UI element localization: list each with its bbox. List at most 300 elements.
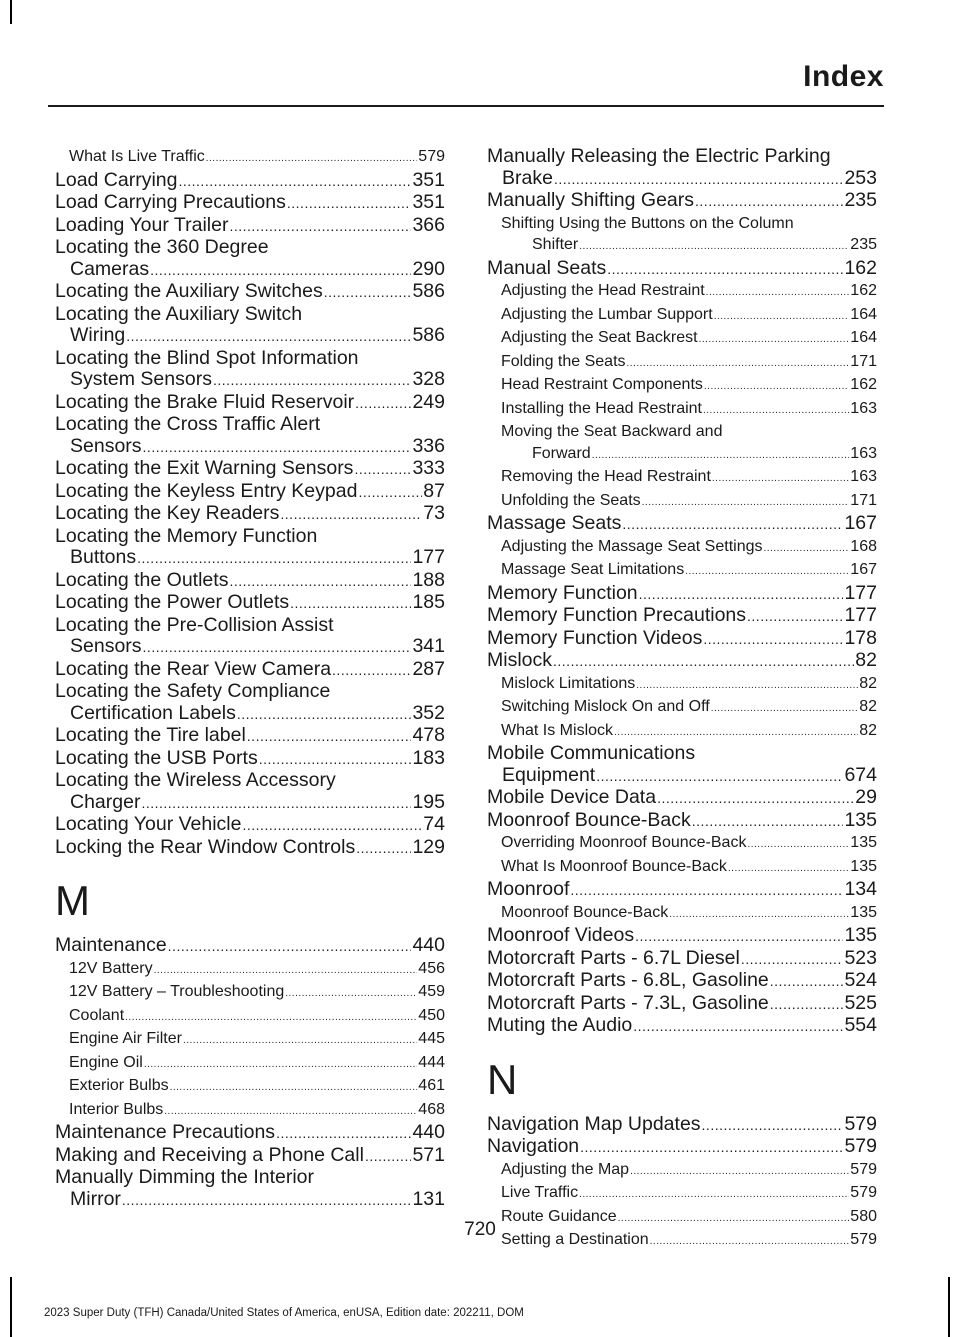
dot-leader <box>747 605 843 628</box>
index-entry <box>487 970 877 993</box>
dot-leader <box>358 481 422 504</box>
page-reference: 352 <box>412 701 445 724</box>
entry-title: Locating Your Vehicle <box>55 813 242 835</box>
entry-title: Locating the Pre-Collision Assist <box>55 613 334 636</box>
dot-leader <box>622 513 843 536</box>
entry-title: Massage Seats <box>487 512 622 534</box>
dot-leader <box>237 703 412 726</box>
page-reference: 188 <box>412 568 445 591</box>
entry-title: Locating the Brake Fluid Reservoir <box>55 390 355 413</box>
page-reference: 162 <box>850 376 877 393</box>
index-entry <box>487 1114 877 1137</box>
page-reference: 74 <box>423 813 445 835</box>
entry-title: Load Carrying Precautions <box>55 191 286 213</box>
entry-title: Locating the Auxiliary Switches <box>55 280 323 302</box>
index-subentry <box>487 559 877 583</box>
index-entry <box>55 1145 445 1168</box>
page-reference: 129 <box>412 835 445 858</box>
dot-leader <box>579 1182 849 1206</box>
entry-title: Adjusting the Head Restraint <box>501 282 705 299</box>
entry-title: Memory Function Precautions <box>487 604 747 626</box>
index-entry <box>55 192 445 215</box>
entry-title: Engine Air Filter <box>69 1030 182 1047</box>
entry-title: Mobile Device Data <box>487 786 657 808</box>
entry-title: Engine Oil <box>69 1053 143 1071</box>
dot-leader <box>137 547 411 570</box>
index-entry <box>487 879 877 902</box>
page-reference: 163 <box>850 468 877 485</box>
dot-leader <box>229 570 411 593</box>
page-reference: 163 <box>850 399 877 417</box>
index-entry <box>55 770 445 814</box>
index-subentry <box>487 832 877 856</box>
entry-title: Mislock Limitations <box>501 674 636 692</box>
page-reference: 351 <box>412 168 445 191</box>
entry-title: Moonroof Bounce-Back <box>501 903 669 921</box>
dot-leader <box>711 696 859 720</box>
dot-leader <box>287 192 412 215</box>
entry-title: Navigation Map Updates <box>487 1112 701 1135</box>
entry-title: Locating the 360 Degree <box>55 236 269 258</box>
index-column-right <box>487 146 877 1253</box>
entry-title: Massage Seat Limitations <box>501 561 685 578</box>
entry-title-continued: Forward <box>532 444 591 462</box>
page-reference: 135 <box>844 924 877 946</box>
dot-leader <box>365 1145 412 1168</box>
index-entry <box>487 190 877 213</box>
index-entry <box>487 650 877 673</box>
entry-title: Live Traffic <box>501 1184 579 1201</box>
page-reference: 579 <box>850 1160 877 1178</box>
entry-title: Folding the Seats <box>501 352 626 370</box>
index-entry <box>55 935 445 958</box>
page-reference: 253 <box>844 166 877 189</box>
index-subentry <box>487 466 877 490</box>
dot-leader <box>703 628 843 651</box>
page-reference: 171 <box>850 352 877 370</box>
page-reference: 87 <box>423 479 445 502</box>
index-entry <box>487 605 877 628</box>
index-entry <box>55 392 445 415</box>
entry-title: Locating the Blind Spot Information <box>55 346 359 369</box>
index-entry <box>55 814 445 837</box>
page-reference: 162 <box>844 256 877 279</box>
index-subentry <box>55 958 445 982</box>
entry-title: Locating the Outlets <box>55 568 229 591</box>
entry-title: Head Restraint Components <box>501 376 703 393</box>
dot-leader <box>669 902 849 926</box>
page-reference: 134 <box>844 878 877 900</box>
page-reference: 554 <box>844 1014 877 1036</box>
entry-title: Adjusting the Seat Backrest <box>501 329 698 346</box>
index-entry <box>55 237 445 281</box>
entry-title-continued: Sensors <box>70 434 142 457</box>
entry-title-continued: Charger <box>70 790 141 813</box>
edition-footer: 2023 Super Duty (TFH) Canada/United States of America, enUSA, Edition date: 202211, DOM <box>44 1307 524 1319</box>
page-reference: 29 <box>855 786 877 808</box>
index-entry <box>487 993 877 1016</box>
page-reference: 468 <box>418 1100 445 1118</box>
dot-leader <box>356 837 411 860</box>
page-reference: 341 <box>412 635 445 657</box>
index-subentry <box>487 280 877 304</box>
page-reference: 168 <box>850 537 877 555</box>
index-subentry <box>55 981 445 1005</box>
page-reference: 131 <box>412 1187 445 1210</box>
entry-title-continued: Mirror <box>70 1187 121 1210</box>
entry-title: Moonroof Videos <box>487 924 635 946</box>
entry-title: Removing the Head Restraint <box>501 468 711 485</box>
index-entry <box>55 170 445 193</box>
dot-leader <box>355 392 411 415</box>
entry-title: Motorcraft Parts - 7.3L, Gasoline <box>487 991 769 1014</box>
index-entry <box>55 615 445 659</box>
entry-title: What Is Moonroof Bounce-Back <box>501 857 727 875</box>
index-entry <box>487 513 877 536</box>
dot-leader <box>580 1136 843 1159</box>
dot-leader <box>712 466 849 490</box>
page-reference: 328 <box>412 368 445 390</box>
index-subentry <box>487 696 877 720</box>
dot-leader <box>747 832 849 856</box>
index-subentry <box>487 398 877 422</box>
index-subentry <box>55 146 445 170</box>
entry-title: Mislock <box>487 649 553 671</box>
page-reference: 351 <box>412 191 445 213</box>
page-reference: 163 <box>850 444 877 462</box>
entry-title: Moonroof <box>487 878 570 900</box>
page-reference: 366 <box>412 213 445 236</box>
dot-leader <box>183 1028 417 1052</box>
page-reference: 579 <box>844 1112 877 1135</box>
entry-title: Adjusting the Map <box>501 1160 630 1178</box>
page-reference: 167 <box>844 512 877 534</box>
index-entry <box>487 1136 877 1159</box>
index-entry <box>487 628 877 651</box>
entry-title: Navigation <box>487 1135 580 1157</box>
entry-title-continued: Equipment <box>502 763 596 786</box>
dot-leader <box>154 958 418 982</box>
page-reference: 185 <box>412 591 445 613</box>
index-subentry <box>55 1028 445 1052</box>
entry-title: Maintenance Precautions <box>55 1121 276 1143</box>
page-reference: 135 <box>850 834 877 851</box>
entry-title: Making and Receiving a Phone Call <box>55 1143 364 1166</box>
page-reference: 177 <box>412 546 445 568</box>
dot-leader <box>554 168 844 191</box>
entry-title: Overriding Moonroof Bounce-Back <box>501 834 747 851</box>
dot-leader <box>741 948 844 971</box>
entry-title-continued: Brake <box>502 166 553 189</box>
page-reference: 586 <box>412 324 445 346</box>
index-subentry <box>487 720 877 744</box>
dot-leader <box>141 792 411 815</box>
page-reference: 249 <box>412 390 445 413</box>
index-subentry <box>487 856 877 880</box>
page-reference: 571 <box>412 1143 445 1166</box>
page-reference: 586 <box>412 280 445 302</box>
dot-leader <box>553 650 854 673</box>
entry-title: Motorcraft Parts - 6.8L, Gasoline <box>487 969 769 991</box>
page-reference: 162 <box>850 282 877 299</box>
crop-mark-top-left <box>10 0 12 24</box>
index-entry <box>55 348 445 392</box>
dot-leader <box>143 636 412 659</box>
dot-leader <box>703 398 849 422</box>
entry-title-continued: Sensors <box>70 635 142 657</box>
dot-leader <box>596 765 843 788</box>
title-divider <box>48 105 884 107</box>
page-reference: 445 <box>418 1030 445 1047</box>
dot-leader <box>770 993 844 1016</box>
dot-leader <box>699 327 850 351</box>
page-reference: 525 <box>844 991 877 1014</box>
entry-title: Locating the Power Outlets <box>55 591 290 613</box>
entry-title: Load Carrying <box>55 168 178 191</box>
dot-leader <box>126 325 411 348</box>
dot-leader <box>125 1005 417 1029</box>
dot-leader <box>627 351 850 375</box>
page-reference: 82 <box>859 721 877 739</box>
page-reference: 195 <box>412 790 445 813</box>
dot-leader <box>178 170 411 193</box>
page-reference: 167 <box>850 561 877 578</box>
entry-title: Locating the Tire label <box>55 724 246 746</box>
dot-leader <box>324 281 412 304</box>
dot-leader <box>657 787 854 810</box>
dot-leader <box>728 856 849 880</box>
dot-leader <box>635 925 843 948</box>
entry-title: Locating the Exit Warning Sensors <box>55 457 354 479</box>
page-reference: 579 <box>418 148 445 165</box>
dot-leader <box>770 970 844 993</box>
index-entry <box>55 281 445 304</box>
page-reference: 444 <box>418 1053 445 1071</box>
entry-title: Route Guidance <box>501 1207 617 1225</box>
page-reference: 580 <box>850 1207 877 1225</box>
entry-title: Locating the Memory Function <box>55 524 318 547</box>
page-reference: 440 <box>412 934 445 956</box>
page-reference: 164 <box>850 329 877 346</box>
page-reference: 171 <box>850 491 877 509</box>
index-section-letter: N <box>487 1055 518 1103</box>
entry-title: Manual Seats <box>487 256 607 279</box>
entry-title: Interior Bulbs <box>69 1100 164 1118</box>
page-title: Index <box>803 60 884 93</box>
entry-title: Maintenance <box>55 934 167 956</box>
dot-leader <box>714 304 850 328</box>
entry-title: Coolant <box>69 1006 125 1024</box>
page-reference: 333 <box>412 457 445 479</box>
entry-title: Muting the Audio <box>487 1014 633 1036</box>
index-entry <box>55 458 445 481</box>
index-entry <box>55 570 445 593</box>
index-entry <box>55 1167 445 1211</box>
entry-title: Shifting Using the Buttons on the Column <box>501 214 794 232</box>
entry-title: Adjusting the Massage Seat Settings <box>501 537 763 555</box>
index-entry <box>55 659 445 682</box>
index-entry <box>55 748 445 771</box>
dot-leader <box>685 559 849 583</box>
entry-title: 12V Battery – Troubleshooting <box>69 983 285 1000</box>
entry-title: Setting a Destination <box>501 1231 649 1248</box>
index-entry <box>487 146 877 190</box>
index-entry <box>55 481 445 504</box>
entry-title: Exterior Bulbs <box>69 1077 169 1094</box>
page-reference: 177 <box>844 604 877 626</box>
index-subentry <box>487 374 877 398</box>
entry-title-continued: Buttons <box>70 546 137 568</box>
index-entry <box>55 725 445 748</box>
page-reference: 579 <box>850 1184 877 1201</box>
page-reference: 82 <box>855 649 877 671</box>
index-subentry <box>487 1159 877 1183</box>
dot-leader <box>332 659 411 682</box>
dot-leader <box>614 720 858 744</box>
crop-mark-bottom-right <box>948 1277 950 1337</box>
entry-title-continued: Shifter <box>532 236 579 253</box>
index-entry <box>487 948 877 971</box>
index-entry <box>55 414 445 458</box>
dot-leader <box>285 981 417 1005</box>
dot-leader <box>229 215 411 238</box>
entry-title: Switching Mislock On and Off <box>501 698 710 715</box>
page-reference: 456 <box>418 959 445 977</box>
dot-leader <box>636 673 858 697</box>
page-reference: 73 <box>423 502 445 524</box>
dot-leader <box>639 583 844 606</box>
dot-leader <box>702 1114 844 1137</box>
index-entry <box>55 681 445 725</box>
dot-leader <box>704 374 849 398</box>
dot-leader <box>247 725 412 748</box>
index-subentry <box>487 902 877 926</box>
index-entry <box>487 1015 877 1038</box>
dot-leader <box>592 443 850 467</box>
page-reference: 524 <box>844 969 877 991</box>
index-entry <box>487 583 877 606</box>
entry-title: 12V Battery <box>69 959 153 977</box>
dot-leader <box>213 369 411 392</box>
index-subentry <box>55 1005 445 1029</box>
page-reference: 287 <box>412 657 445 680</box>
page-reference: 336 <box>412 434 445 457</box>
index-entry <box>487 925 877 948</box>
entry-title: Locking the Rear Window Controls <box>55 835 356 858</box>
dot-leader <box>259 748 412 771</box>
page-reference: 183 <box>412 746 445 769</box>
entry-title: Motorcraft Parts - 6.7L Diesel <box>487 946 740 969</box>
page-reference: 135 <box>850 857 877 875</box>
page-number: 720 <box>464 1219 496 1240</box>
dot-leader <box>143 436 412 459</box>
entry-title: Moving the Seat Backward and <box>501 423 723 440</box>
index-subentry <box>55 1052 445 1076</box>
dot-leader <box>164 1099 417 1123</box>
dot-leader <box>170 1075 418 1099</box>
page-reference: 82 <box>859 674 877 692</box>
index-entry <box>55 592 445 615</box>
index-subentry <box>487 673 877 697</box>
index-subentry <box>55 1075 445 1099</box>
entry-title: Manually Releasing the Electric Parking <box>487 145 831 167</box>
page-reference: 290 <box>412 257 445 280</box>
dot-leader <box>243 814 423 837</box>
entry-title: Locating the Keyless Entry Keypad <box>55 479 358 502</box>
page-reference: 164 <box>850 305 877 323</box>
index-subentry <box>487 1182 877 1206</box>
entry-title: Adjusting the Lumbar Support <box>501 305 713 323</box>
entry-title: Memory Function Videos <box>487 626 703 649</box>
dot-leader <box>122 1189 412 1212</box>
entry-title: Memory Function <box>487 581 638 604</box>
dot-leader <box>150 259 411 282</box>
entry-title: Locating the Cross Traffic Alert <box>55 413 321 435</box>
index-entry <box>487 258 877 281</box>
page-reference: 450 <box>418 1006 445 1024</box>
dot-leader <box>290 592 411 615</box>
index-entry <box>487 743 877 787</box>
dot-leader <box>206 146 418 170</box>
entry-title-continued: Cameras <box>70 257 150 280</box>
page-reference: 461 <box>418 1077 445 1094</box>
entry-title: Moonroof Bounce-Back <box>487 808 691 831</box>
entry-title-continued: Wiring <box>70 324 126 346</box>
index-entry <box>55 526 445 570</box>
dot-leader <box>764 536 850 560</box>
page-reference: 440 <box>412 1121 445 1143</box>
index-entry <box>487 810 877 833</box>
page-reference: 235 <box>844 189 877 211</box>
entry-title: Locating the USB Ports <box>55 746 258 769</box>
entry-title: Locating the Rear View Camera <box>55 657 332 680</box>
entry-title: Installing the Head Restraint <box>501 399 702 417</box>
page-reference: 523 <box>844 946 877 969</box>
index-entry <box>55 503 445 526</box>
index-subentry <box>487 490 877 514</box>
page-reference: 178 <box>844 626 877 649</box>
page-reference: 177 <box>844 581 877 604</box>
index-subentry <box>487 351 877 375</box>
dot-leader <box>630 1159 849 1183</box>
page-reference: 135 <box>844 808 877 831</box>
entry-title: Manually Shifting Gears <box>487 189 695 211</box>
index-subentry <box>487 536 877 560</box>
entry-title-continued: System Sensors <box>70 368 212 390</box>
index-column-left <box>55 146 445 1211</box>
entry-title: Manually Dimming the Interior <box>55 1166 315 1188</box>
entry-title: Locating the Auxiliary Switch <box>55 302 303 325</box>
page-reference: 135 <box>850 903 877 921</box>
dot-leader <box>276 1122 411 1145</box>
index-entry <box>55 1122 445 1145</box>
entry-title: What Is Live Traffic <box>69 148 205 165</box>
page-reference: 82 <box>859 698 877 715</box>
dot-leader <box>706 280 850 304</box>
index-entry <box>55 304 445 348</box>
index-entry <box>487 787 877 810</box>
dot-leader <box>642 490 850 514</box>
dot-leader <box>633 1015 843 1038</box>
page-reference: 235 <box>850 236 877 253</box>
entry-title: Mobile Communications <box>487 742 696 764</box>
entry-title: What Is Mislock <box>501 721 614 739</box>
entry-title: Unfolding the Seats <box>501 491 641 509</box>
entry-title: Loading Your Trailer <box>55 213 229 236</box>
crop-mark-bottom-left <box>10 1277 12 1337</box>
page-reference: 579 <box>850 1231 877 1248</box>
page-reference: 579 <box>844 1135 877 1157</box>
